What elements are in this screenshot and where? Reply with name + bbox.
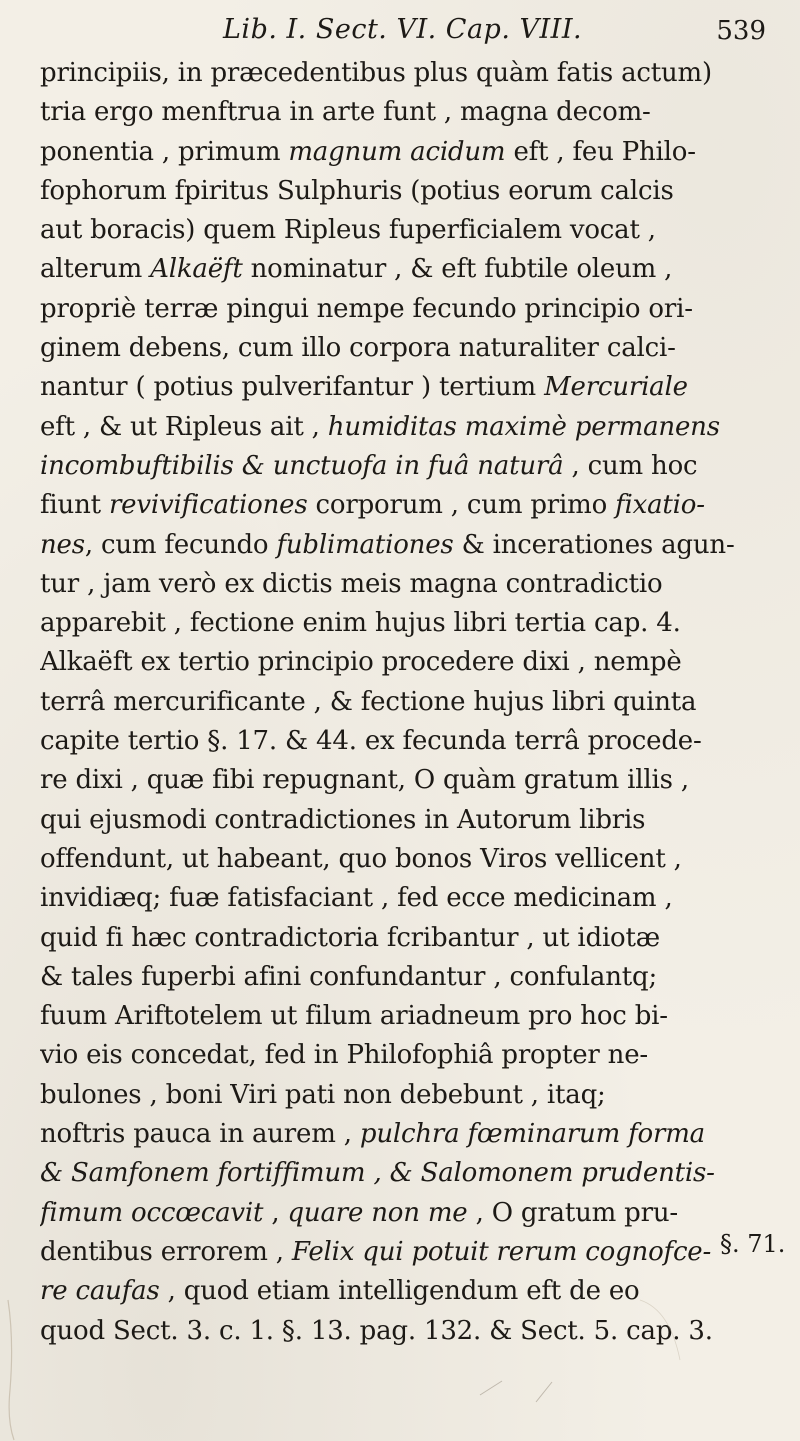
text-line bbox=[40, 997, 778, 1036]
text-line bbox=[40, 368, 778, 407]
text-line bbox=[40, 408, 778, 447]
text-line bbox=[40, 919, 778, 958]
text-line bbox=[40, 1272, 778, 1311]
text-segment: invidiæq; fuæ fatisfaciant , fed ecce medicinam , bbox=[40, 883, 673, 914]
text-segment: quod Sect. 3. c. 1. §. 13. pag. 132. & Sect. 5. cap. 3. bbox=[40, 1315, 713, 1346]
text-line bbox=[40, 840, 778, 879]
italic-text-segment: Mercuriale bbox=[544, 372, 688, 403]
text-segment: , quod etiam intelligendum eft de eo bbox=[159, 1276, 640, 1307]
text-line bbox=[40, 1194, 778, 1233]
text-line bbox=[40, 329, 778, 368]
text-line bbox=[40, 133, 778, 172]
text-segment: apparebit , fectione enim hujus libri tertia cap. 4. bbox=[40, 608, 681, 639]
text-segment: , O gratum pru- bbox=[467, 1197, 678, 1228]
italic-text-segment: fimum occœcavit bbox=[40, 1197, 264, 1228]
text-segment: ponentia , primum bbox=[40, 136, 289, 167]
text-segment: aut boracis) quem Ripleus fuperficialem vocat , bbox=[40, 215, 656, 246]
text-line bbox=[40, 801, 778, 840]
text-line bbox=[40, 1076, 778, 1115]
text-segment: fiunt bbox=[40, 490, 109, 521]
text-segment: & tales fuperbi afini confundantur , confulantq; bbox=[40, 961, 658, 992]
text-line bbox=[40, 1233, 778, 1272]
text-segment: terrâ mercurificante , & fectione hujus libri quinta bbox=[40, 686, 697, 717]
text-line bbox=[40, 1154, 778, 1193]
text-line bbox=[40, 250, 778, 289]
text-line bbox=[40, 722, 778, 761]
text-segment: capite tertio §. 17. & 44. ex fecunda terrâ procede- bbox=[40, 726, 702, 757]
text-segment: , cum fecundo bbox=[84, 529, 277, 560]
italic-text-segment: quare non me bbox=[287, 1197, 468, 1228]
text-line bbox=[40, 54, 778, 93]
text-segment: ginem debens, cum illo corpora naturaliter calci- bbox=[40, 333, 676, 364]
text-segment: bulones , boni Viri pati non debebunt , itaq; bbox=[40, 1079, 606, 1110]
text-line bbox=[40, 604, 778, 643]
text-line bbox=[40, 447, 778, 486]
italic-text-segment: Felix qui potuit rerum cognofce- bbox=[291, 1236, 712, 1267]
page-header bbox=[40, 10, 778, 54]
text-segment: qui ejusmodi contradictiones in Autorum libris bbox=[40, 804, 646, 835]
text-segment: eft , feu Philo- bbox=[505, 136, 696, 167]
italic-text-segment: re caufas bbox=[40, 1276, 160, 1307]
text-segment: fophorum fpiritus Sulphuris (potius eorum calcis bbox=[40, 175, 674, 206]
text-segment: tur , jam verò ex dictis meis magna contradictio bbox=[40, 568, 663, 599]
text-line bbox=[40, 172, 778, 211]
text-line bbox=[40, 1312, 778, 1351]
text-line bbox=[40, 958, 778, 997]
italic-text-segment: magnum acidum bbox=[288, 136, 506, 167]
text-segment: Alkaëft ex tertio principio procedere dixi , nempè bbox=[40, 647, 682, 678]
text-segment: noftris pauca in aurem , bbox=[40, 1119, 360, 1150]
text-segment: propriè terræ pingui nempe fecundo principio ori- bbox=[40, 293, 693, 324]
running-head: Lib. I. Sect. VI. Cap. VIII. bbox=[223, 14, 583, 45]
text-line bbox=[40, 761, 778, 800]
italic-text-segment: pulchra fœminarum forma bbox=[359, 1119, 705, 1150]
text-line bbox=[40, 211, 778, 250]
italic-text-segment: revivificationes bbox=[108, 490, 308, 521]
text-line bbox=[40, 93, 778, 132]
italic-text-segment: humiditas maximè permanens bbox=[327, 411, 720, 442]
text-segment: , cum hoc bbox=[563, 450, 698, 481]
text-segment: offendunt, ut habeant, quo bonos Viros vellicent , bbox=[40, 843, 682, 874]
text-line bbox=[40, 683, 778, 722]
text-segment: & incerationes agun- bbox=[453, 529, 735, 560]
italic-text-segment: fublimationes bbox=[276, 529, 454, 560]
italic-text-segment: nes bbox=[40, 529, 85, 560]
page-number: 539 bbox=[716, 16, 766, 46]
text-line bbox=[40, 1115, 778, 1154]
text-segment: principiis, in præcedentibus plus quàm fatis actum) bbox=[40, 58, 712, 88]
text-segment: quid fi hæc contradictoria fcribantur , ut idiotæ bbox=[40, 922, 661, 953]
text-segment: nominatur , & eft fubtile oleum , bbox=[242, 254, 673, 285]
text-segment: corporum , cum primo bbox=[307, 490, 616, 521]
text-line bbox=[40, 486, 778, 525]
text-segment: re dixi , quæ fibi repugnant, O quàm gratum illis , bbox=[40, 765, 689, 796]
italic-text-segment: & Samfonem fortiffimum , & Salomonem prudentis- bbox=[40, 1158, 715, 1189]
text-segment: eft , & ut Ripleus ait , bbox=[40, 411, 328, 442]
text-segment: fuum Ariftotelem ut filum ariadneum pro hoc bi- bbox=[40, 1001, 668, 1032]
text-segment: tria ergo menftrua in arte funt , magna decom- bbox=[40, 97, 651, 128]
text-line bbox=[40, 565, 778, 604]
italic-text-segment: Alkaëft bbox=[150, 254, 243, 285]
text-line bbox=[40, 879, 778, 918]
text-segment: nantur ( potius pulverifantur ) tertium bbox=[40, 372, 545, 403]
body-text bbox=[40, 54, 778, 1351]
text-segment: , bbox=[263, 1197, 288, 1228]
text-line bbox=[40, 1036, 778, 1075]
text-segment: vio eis concedat, fed in Philofophiâ propter ne- bbox=[40, 1040, 648, 1071]
text-segment: dentibus errorem , bbox=[40, 1236, 292, 1267]
text-line bbox=[40, 290, 778, 329]
catchword: §. 71. bbox=[720, 1230, 786, 1258]
italic-text-segment: incombuftibilis & unctuofa in fuâ naturâ bbox=[40, 450, 564, 481]
text-segment: alterum bbox=[40, 254, 151, 285]
italic-text-segment: fixatio- bbox=[615, 490, 705, 521]
text-line bbox=[40, 526, 778, 565]
text-line bbox=[40, 643, 778, 682]
